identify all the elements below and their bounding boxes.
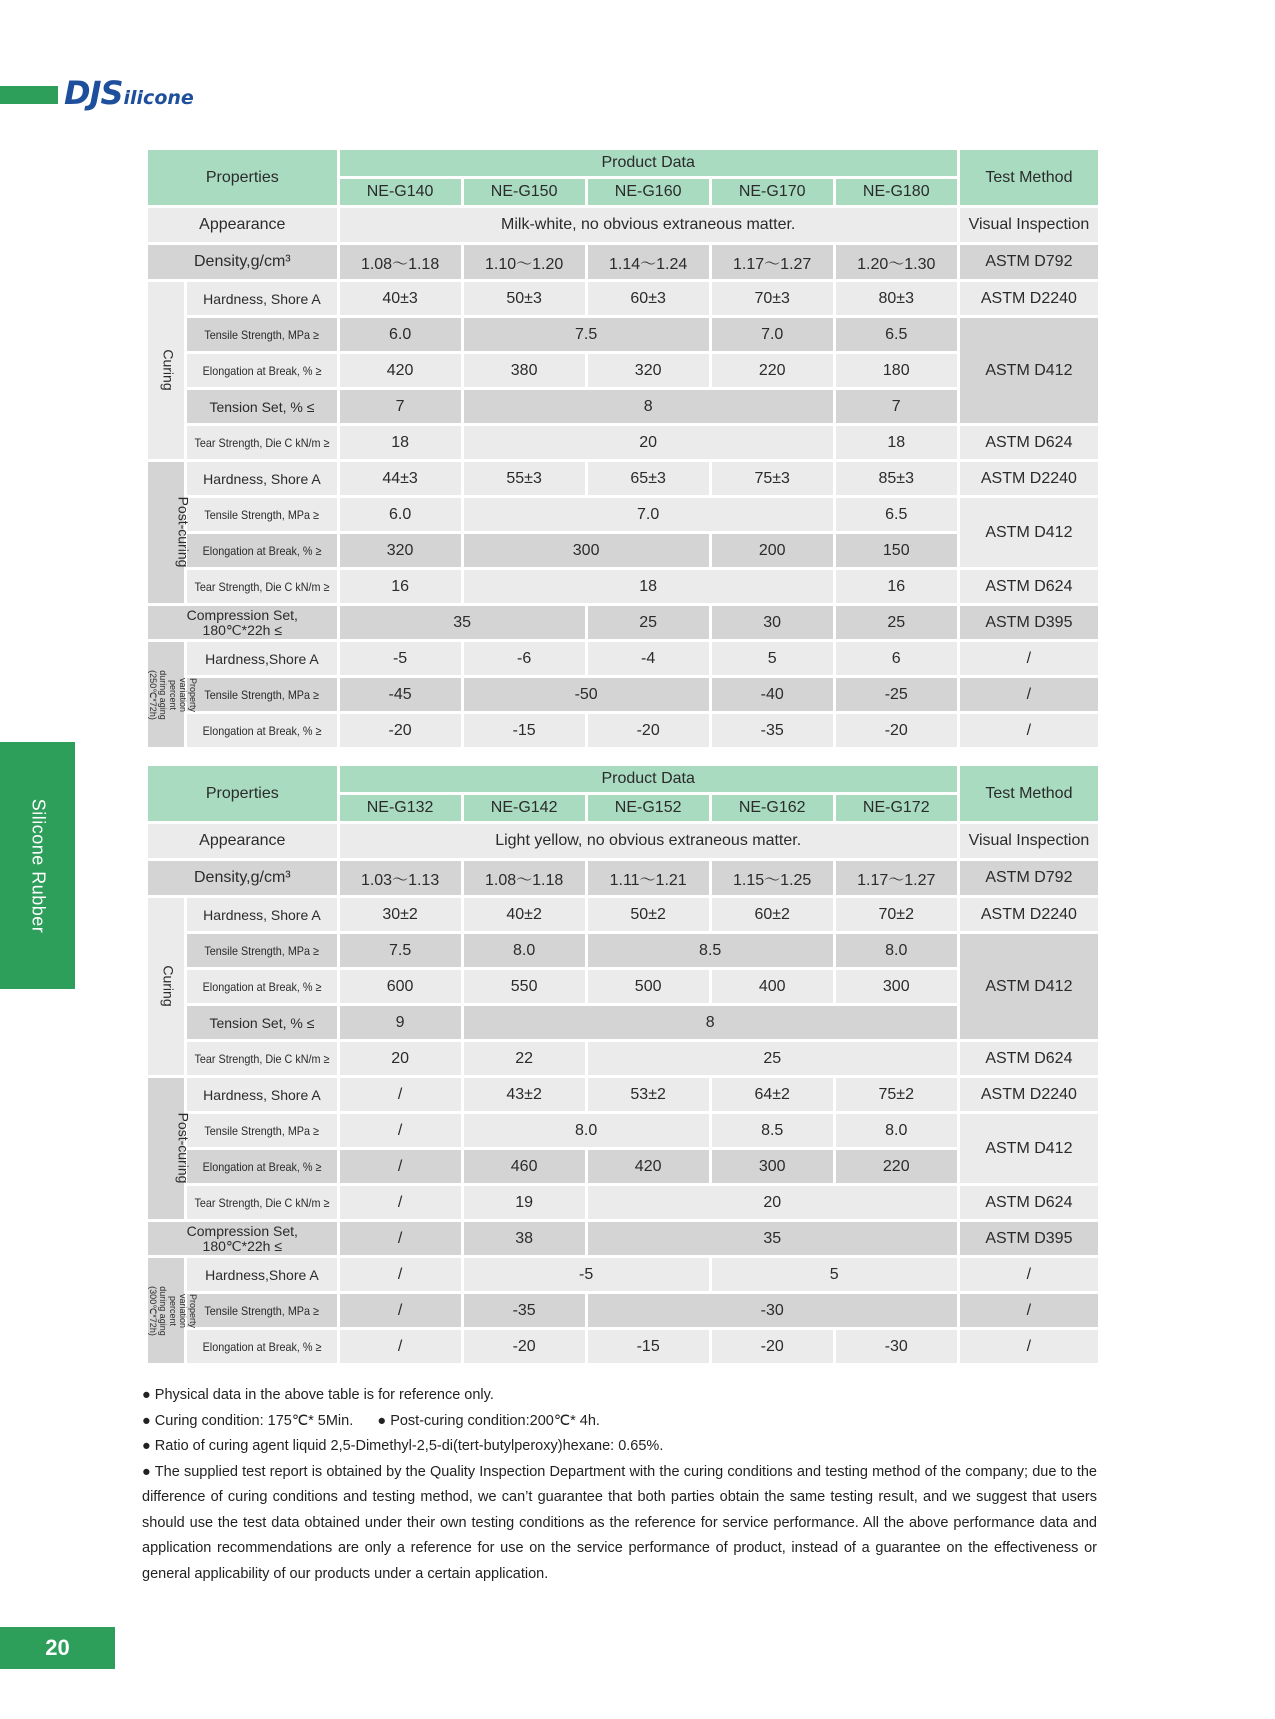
cell: /: [340, 1330, 461, 1363]
cell: 1.08～1.18: [340, 245, 461, 279]
cell: -15: [464, 714, 585, 747]
cell: 7: [836, 390, 957, 423]
cell: -20: [340, 714, 461, 747]
test-method: /: [960, 1330, 1098, 1363]
cell: 8.0: [836, 1114, 957, 1147]
row-label: Appearance: [148, 208, 337, 242]
cell: /: [340, 1114, 461, 1147]
section-label-post-curing: Post-curing: [148, 1078, 184, 1219]
cell: 70±2: [836, 898, 957, 931]
cell: -4: [588, 642, 709, 675]
cell: 1.20～1.30: [836, 245, 957, 279]
test-method: ASTM D412: [960, 934, 1098, 1039]
test-method: ASTM D2240: [960, 282, 1098, 315]
row-label: Hardness, Shore A: [187, 1078, 336, 1111]
cell: 460: [464, 1150, 585, 1183]
note: ● The supplied test report is obtained by the Quality Inspection Department with the curing conditions and testing method of the company; due to the difference of curing conditions and testing method, we can’t guarantee that both parties obtain the same testing result, and we suggest that users should use the test data obtained under their own testing conditions as the reference for service performance. All the above performance data and application recommendations are only a reference for use on the service performance of product, instead of a guarantee on the effectiveness or general applicability of our products under a certain application.: [142, 1463, 1097, 1582]
cell: -20: [588, 714, 709, 747]
test-method: Visual Inspection: [960, 824, 1098, 858]
cell: 6.0: [340, 498, 461, 531]
row-label: Elongation at Break, % ≥: [187, 1330, 336, 1363]
test-method: ASTM D412: [960, 318, 1098, 423]
cell: 1.10～1.20: [464, 245, 585, 279]
test-method: ASTM D792: [960, 245, 1098, 279]
properties-table-2: [145, 763, 1101, 1366]
cell: 53±2: [588, 1078, 709, 1111]
cell: -15: [588, 1330, 709, 1363]
row-label: Hardness,Shore A: [187, 1258, 336, 1291]
cell: 35: [340, 606, 585, 639]
cell: 85±3: [836, 462, 957, 495]
product-code: NE-G172: [836, 795, 957, 821]
row-label: Tensile Strength, MPa ≥: [187, 498, 336, 531]
cell: 43±2: [464, 1078, 585, 1111]
test-method: ASTM D624: [960, 1186, 1098, 1219]
row-label: Elongation at Break, % ≥: [187, 1150, 336, 1183]
test-method: ASTM D412: [960, 1114, 1098, 1183]
cell: -40: [712, 678, 833, 711]
cell: 180: [836, 354, 957, 387]
product-code: NE-G132: [340, 795, 461, 821]
cell: 18: [340, 426, 461, 459]
cell: 25: [588, 606, 709, 639]
brand-logo: DJSilicone: [64, 74, 194, 112]
test-method: ASTM D395: [960, 606, 1098, 639]
test-method: ASTM D395: [960, 1222, 1098, 1255]
cell: 25: [836, 606, 957, 639]
product-code: NE-G140: [340, 179, 461, 205]
product-data-header: Product Data: [340, 150, 957, 176]
cell: 16: [836, 570, 957, 603]
cell: 220: [836, 1150, 957, 1183]
cell: 8.0: [464, 1114, 709, 1147]
test-method: /: [960, 1294, 1098, 1327]
cell: 40±2: [464, 898, 585, 931]
cell: -25: [836, 678, 957, 711]
test-method: /: [960, 1258, 1098, 1291]
cell: 300: [712, 1150, 833, 1183]
test-method: /: [960, 678, 1098, 711]
cell: 300: [836, 970, 957, 1003]
section-label-aging: Property variation percent during aging (300℃*72h): [148, 1258, 184, 1363]
cell: /: [340, 1222, 461, 1255]
cell: 6.5: [836, 318, 957, 351]
cell: 320: [340, 534, 461, 567]
side-tab-label: Silicone Rubber: [28, 798, 48, 933]
cell: 16: [340, 570, 461, 603]
cell: 64±2: [712, 1078, 833, 1111]
notes: [142, 1383, 1097, 1587]
row-label: Tensile Strength, MPa ≥: [187, 1294, 336, 1327]
product-code: NE-G150: [464, 179, 585, 205]
section-label-curing: Curing: [148, 282, 184, 459]
row-label: Hardness, Shore A: [187, 282, 336, 315]
section-label-aging: Property variation percent during aging (250℃*72h): [148, 642, 184, 747]
cell: 20: [340, 1042, 461, 1075]
cell: 25: [588, 1042, 957, 1075]
cell: 300: [464, 534, 709, 567]
test-method: ASTM D412: [960, 498, 1098, 567]
cell: 60±2: [712, 898, 833, 931]
appearance-value: Light yellow, no obvious extraneous matter.: [340, 824, 957, 858]
row-label: Appearance: [148, 824, 337, 858]
cell: 5: [712, 1258, 957, 1291]
product-code: NE-G162: [712, 795, 833, 821]
cell: 1.17～1.27: [712, 245, 833, 279]
row-label: Tear Strength, Die C kN/m ≥: [187, 1042, 336, 1075]
row-label: Tension Set, % ≤: [187, 390, 336, 423]
cell: 6.5: [836, 498, 957, 531]
row-label: Tension Set, % ≤: [187, 1006, 336, 1039]
row-label: Elongation at Break, % ≥: [187, 714, 336, 747]
cell: 8: [464, 1006, 957, 1039]
cell: 75±3: [712, 462, 833, 495]
row-label: Tensile Strength, MPa ≥: [187, 318, 336, 351]
section-label-curing: Curing: [148, 898, 184, 1075]
cell: /: [340, 1186, 461, 1219]
row-label: Tear Strength, Die C kN/m ≥: [187, 426, 336, 459]
cell: -5: [340, 642, 461, 675]
row-label: Hardness,Shore A: [187, 642, 336, 675]
cell: -6: [464, 642, 585, 675]
cell: 19: [464, 1186, 585, 1219]
cell: 55±3: [464, 462, 585, 495]
note: ● Physical data in the above table is for reference only.: [142, 1387, 494, 1403]
row-label-compression: Compression Set, 180℃*22h ≤: [148, 606, 337, 639]
row-label: Hardness, Shore A: [187, 462, 336, 495]
row-label: Tensile Strength, MPa ≥: [187, 1114, 336, 1147]
cell: 8: [464, 390, 833, 423]
test-method: ASTM D2240: [960, 462, 1098, 495]
cell: -20: [836, 714, 957, 747]
row-label: Tear Strength, Die C kN/m ≥: [187, 1186, 336, 1219]
test-method: Visual Inspection: [960, 208, 1098, 242]
row-label: Hardness, Shore A: [187, 898, 336, 931]
test-method: ASTM D792: [960, 861, 1098, 895]
cell: 8.0: [464, 934, 585, 967]
product-code: NE-G180: [836, 179, 957, 205]
row-label: Elongation at Break, % ≥: [187, 970, 336, 1003]
cell: 35: [588, 1222, 957, 1255]
cell: 150: [836, 534, 957, 567]
cell: 18: [836, 426, 957, 459]
cell: /: [340, 1294, 461, 1327]
note: ● Curing condition: 175℃* 5Min. ● Post-curing condition:200℃* 4h.: [142, 1412, 600, 1429]
row-label: Elongation at Break, % ≥: [187, 354, 336, 387]
product-code: NE-G160: [588, 179, 709, 205]
cell: 6.0: [340, 318, 461, 351]
cell: 30±2: [340, 898, 461, 931]
cell: 5: [712, 642, 833, 675]
cell: 75±2: [836, 1078, 957, 1111]
cell: 500: [588, 970, 709, 1003]
cell: 7.5: [340, 934, 461, 967]
cell: -45: [340, 678, 461, 711]
row-label: Density,g/cm³: [148, 245, 337, 279]
cell: 50±2: [588, 898, 709, 931]
cell: 8.5: [712, 1114, 833, 1147]
row-label-compression: Compression Set, 180℃*22h ≤: [148, 1222, 337, 1255]
cell: -5: [464, 1258, 709, 1291]
cell: 1.03～1.13: [340, 861, 461, 895]
cell: 420: [340, 354, 461, 387]
section-label-post-curing: Post-curing: [148, 462, 184, 603]
cell: 40±3: [340, 282, 461, 315]
cell: 400: [712, 970, 833, 1003]
appearance-value: Milk-white, no obvious extraneous matter.: [340, 208, 957, 242]
cell: 420: [588, 1150, 709, 1183]
cell: -30: [836, 1330, 957, 1363]
test-method: ASTM D2240: [960, 1078, 1098, 1111]
row-label: Density,g/cm³: [148, 861, 337, 895]
cell: 20: [464, 426, 833, 459]
cell: 60±3: [588, 282, 709, 315]
cell: 65±3: [588, 462, 709, 495]
product-code: NE-G152: [588, 795, 709, 821]
cell: -50: [464, 678, 709, 711]
cell: -20: [464, 1330, 585, 1363]
cell: 1.11～1.21: [588, 861, 709, 895]
row-label: Elongation at Break, % ≥: [187, 534, 336, 567]
test-method: ASTM D2240: [960, 898, 1098, 931]
cell: -30: [588, 1294, 957, 1327]
page-number: 20: [0, 1627, 115, 1669]
cell: 1.14～1.24: [588, 245, 709, 279]
cell: 22: [464, 1042, 585, 1075]
cell: -35: [712, 714, 833, 747]
cell: 1.08～1.18: [464, 861, 585, 895]
cell: 1.17～1.27: [836, 861, 957, 895]
cell: 220: [712, 354, 833, 387]
note: ● Ratio of curing agent liquid 2,5-Dimethyl-2,5-di(tert-butylperoxy)hexane: 0.65%.: [142, 1438, 664, 1454]
test-method: /: [960, 714, 1098, 747]
cell: 550: [464, 970, 585, 1003]
cell: /: [340, 1078, 461, 1111]
test-method: /: [960, 642, 1098, 675]
side-tab: [0, 742, 75, 989]
test-method: ASTM D624: [960, 570, 1098, 603]
cell: 44±3: [340, 462, 461, 495]
properties-header: Properties: [148, 766, 337, 821]
cell: 80±3: [836, 282, 957, 315]
cell: /: [340, 1150, 461, 1183]
cell: 38: [464, 1222, 585, 1255]
cell: 18: [464, 570, 833, 603]
cell: 8.0: [836, 934, 957, 967]
row-label: Tear Strength, Die C kN/m ≥: [187, 570, 336, 603]
cell: 1.15～1.25: [712, 861, 833, 895]
cell: 8.5: [588, 934, 833, 967]
cell: 9: [340, 1006, 461, 1039]
cell: 320: [588, 354, 709, 387]
cell: 7: [340, 390, 461, 423]
properties-header: Properties: [148, 150, 337, 205]
logo-bar: [0, 86, 58, 104]
cell: 600: [340, 970, 461, 1003]
cell: 30: [712, 606, 833, 639]
cell: -35: [464, 1294, 585, 1327]
cell: 380: [464, 354, 585, 387]
test-method-header: Test Method: [960, 766, 1098, 821]
test-method-header: Test Method: [960, 150, 1098, 205]
product-code: NE-G170: [712, 179, 833, 205]
product-code: NE-G142: [464, 795, 585, 821]
cell: -20: [712, 1330, 833, 1363]
test-method: ASTM D624: [960, 426, 1098, 459]
cell: 200: [712, 534, 833, 567]
cell: /: [340, 1258, 461, 1291]
cell: 50±3: [464, 282, 585, 315]
row-label: Tensile Strength, MPa ≥: [187, 678, 336, 711]
cell: 7.5: [464, 318, 709, 351]
cell: 7.0: [712, 318, 833, 351]
cell: 6: [836, 642, 957, 675]
cell: 7.0: [464, 498, 833, 531]
test-method: ASTM D624: [960, 1042, 1098, 1075]
cell: 20: [588, 1186, 957, 1219]
product-data-header: Product Data: [340, 766, 957, 792]
row-label: Tensile Strength, MPa ≥: [187, 934, 336, 967]
properties-table-1: [145, 147, 1101, 750]
cell: 70±3: [712, 282, 833, 315]
